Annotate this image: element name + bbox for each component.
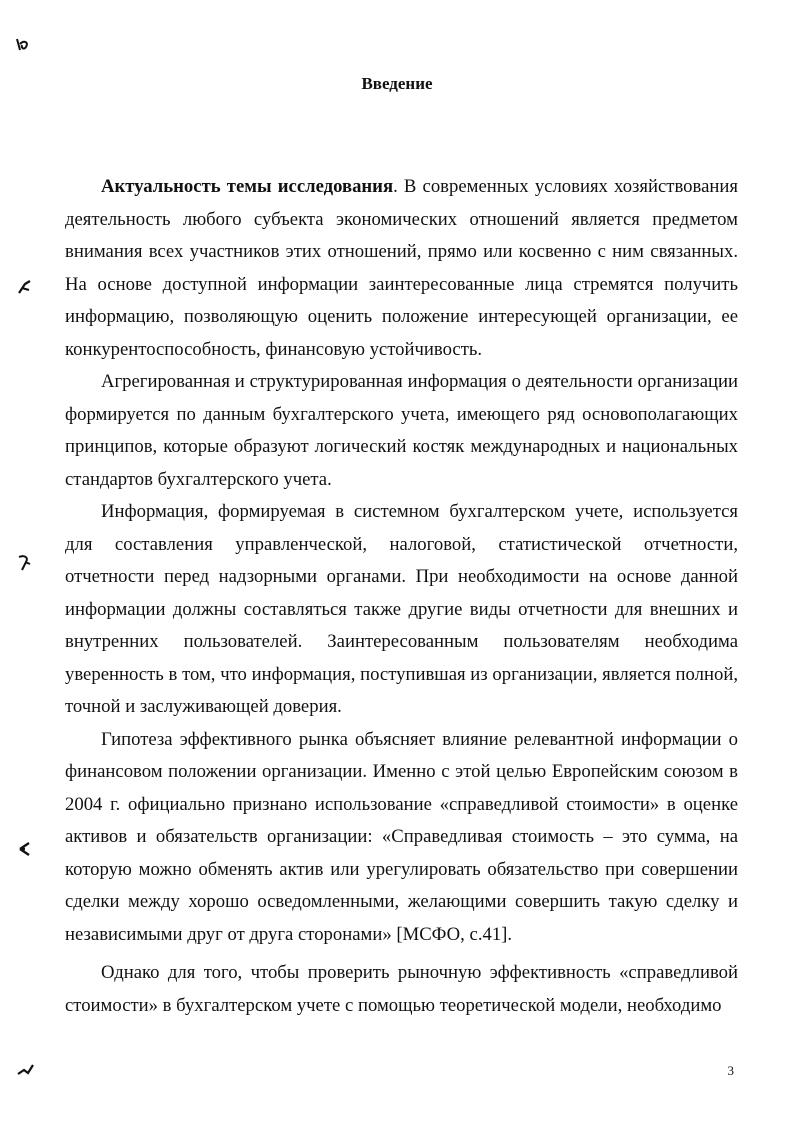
paragraph: Информация, формируемая в системном бухгалтерском учете, используется для составления управленческой, налоговой, статистической отчетности, отчетности перед надзорными органами. При необходимости на основе данной информации должны составляться также другие виды отчетности для внешних и внутренних пользователей. Заинтересованным пользователям необходима уверенность в том, что информация, поступившая из организации, является полной, точной и заслуживающей доверия. [65,501,738,717]
margin-scan-mark-icon [14,36,34,54]
paragraph [65,171,738,366]
body-text [65,171,738,1022]
page-title: Введение [361,74,433,93]
paragraph: Гипотеза эффективного рынка объясняет влияние релевантной информации о финансовом положении организации. Именно с этой целью Европейским союзом в 2004 г. официально признано использование «справедливой стоимости» в оценке активов и обязательств организации: «Справедливая стоимость – это сумма, на которую можно обменять актив или урегулировать обязательство при совершении сделки между хорошо осведомленными, желающими совершить такую сделку и независимыми друг от друга сторонами» [МСФО, с.41]. [65,728,738,945]
paragraph-lead: Актуальность темы исследования [101,176,394,197]
paragraph: Агрегированная и структурированная информация о деятельности организации формируется по данным бухгалтерского учета, имеющего ряд основополагающих принципов, которые образуют логический костяк международных и национальных стандартов бухгалтерского учета. [65,371,738,490]
paragraph: Однако для того, чтобы проверить рыночную эффективность «справедливой стоимости» в бухгалтерском учете с помощью теоретической модели, необходимо [65,962,738,1016]
margin-scan-mark-icon [16,278,34,296]
page-number: 3 [727,1063,734,1078]
paragraph-text: . В современных условиях хозяйствования деятельность любого субъекта экономических отношений является предметом внимания всех участников этих отношений, прямо или косвенно с ним связанных. На основе доступной информации заинтересованные лица стремятся получить информацию, позволяющую оценить положение интересующей организации, ее конкурентоспособность, финансовую устойчивость. [65,176,738,360]
margin-scan-mark-icon [16,553,34,573]
margin-scan-mark-icon [16,1062,36,1078]
margin-scan-mark-icon [16,840,34,858]
